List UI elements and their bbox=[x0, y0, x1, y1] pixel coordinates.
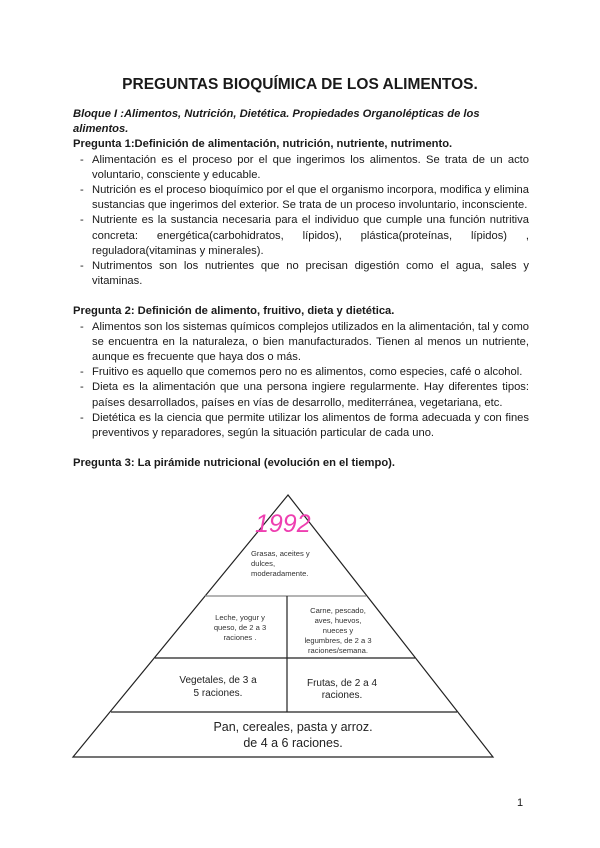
list-item: - Dietética es la ciencia que permite utilizar los alimentos de forma adecuada y con fines preventivos y reparadores, según la situación particular de cada uno. bbox=[80, 411, 529, 440]
pyramid-protein-line: raciones/semana. bbox=[308, 646, 368, 655]
pyramid-fruits-line: Frutas, de 2 a 4 bbox=[306, 678, 378, 689]
question-2-heading: Pregunta 2: Definición de alimento, fruitivo, dieta y dietética. bbox=[73, 305, 395, 318]
question-1-heading: Pregunta 1:Definición de alimentación, nutrición, nutriente, nutrimento. bbox=[73, 138, 453, 151]
list-item: - Alimentos son los sistemas químicos complejos utilizados en la alimentación, tal y como se encuentra en la naturaleza, o bien manufacturados. Tienen al menos un nutriente, aunque es frecuente que haya dos o más. bbox=[80, 320, 529, 364]
pyramid-year: 1992 bbox=[255, 510, 311, 538]
block-heading: Bloque I :Alimentos, Nutrición, Dietética. Propiedades Organolépticas de los alimentos. bbox=[73, 108, 480, 136]
pyramid-protein-line: Carne, pescado, bbox=[310, 606, 366, 615]
list-item: - Dieta es la alimentación que una persona ingiere regularmente. Hay diferentes tipos: países desarrollados, países en vías de desarrollo, mediterránea, vegetariana, etc. bbox=[80, 381, 529, 409]
list-item: - Nutrición es el proceso bioquímico por el que el organismo incorpora, modifica y elimina sustancias que ingerimos del exterior. Se trata de un proceso involuntario, inconsciente. bbox=[80, 184, 529, 212]
page-title: PREGUNTAS BIOQUÍMICA DE LOS ALIMENTOS. bbox=[122, 76, 478, 93]
pyramid-top-line: Grasas, aceites y bbox=[251, 549, 310, 558]
list-item: - Nutrimentos son los nutrientes que no precisan digestión como el agua, sales y vitaminas. bbox=[80, 260, 529, 288]
page-number: 1 bbox=[517, 797, 524, 809]
pyramid-fruits-line: raciones. bbox=[321, 690, 363, 701]
pyramid-grains-line: de 4 a 6 raciones. bbox=[243, 736, 343, 750]
pyramid-top-line: dulces, bbox=[251, 559, 276, 568]
pyramid-dairy-line: queso, de 2 a 3 bbox=[213, 623, 267, 632]
pyramid-dairy-line: Leche, yogur y bbox=[215, 613, 265, 622]
pyramid-vegetables-line: Vegetales, de 3 a bbox=[179, 675, 257, 686]
pyramid-protein-line: nueces y bbox=[322, 626, 354, 635]
pyramid-vegetables-line: 5 raciones. bbox=[193, 688, 243, 699]
list-item: - Alimentación es el proceso por el que ingerimos los alimentos. Se trata de un acto voluntario, consciente y educable. bbox=[80, 153, 529, 181]
list-item: - Nutriente es la sustancia necesaria para el individuo que cumple una función nutritiva concreta: energética(carbohidratos, lípidos), plástica(proteínas, lípidos) , reguladora(vitaminas y minerales). bbox=[80, 214, 529, 257]
pyramid-dairy-line: raciones . bbox=[223, 633, 257, 642]
pyramid-grains-line: Pan, cereales, pasta y arroz. bbox=[213, 720, 373, 734]
pyramid-top-line: moderadamente. bbox=[251, 569, 309, 578]
question-3-heading: Pregunta 3: La pirámide nutricional (evolución en el tiempo). bbox=[73, 457, 396, 470]
pyramid-protein-line: aves, huevos, bbox=[314, 616, 362, 625]
pyramid-protein-line: legumbres, de 2 a 3 bbox=[304, 636, 372, 645]
list-item: - Fruitivo es aquello que comemos pero no es alimentos, como especies, café o alcohol. bbox=[80, 366, 523, 379]
